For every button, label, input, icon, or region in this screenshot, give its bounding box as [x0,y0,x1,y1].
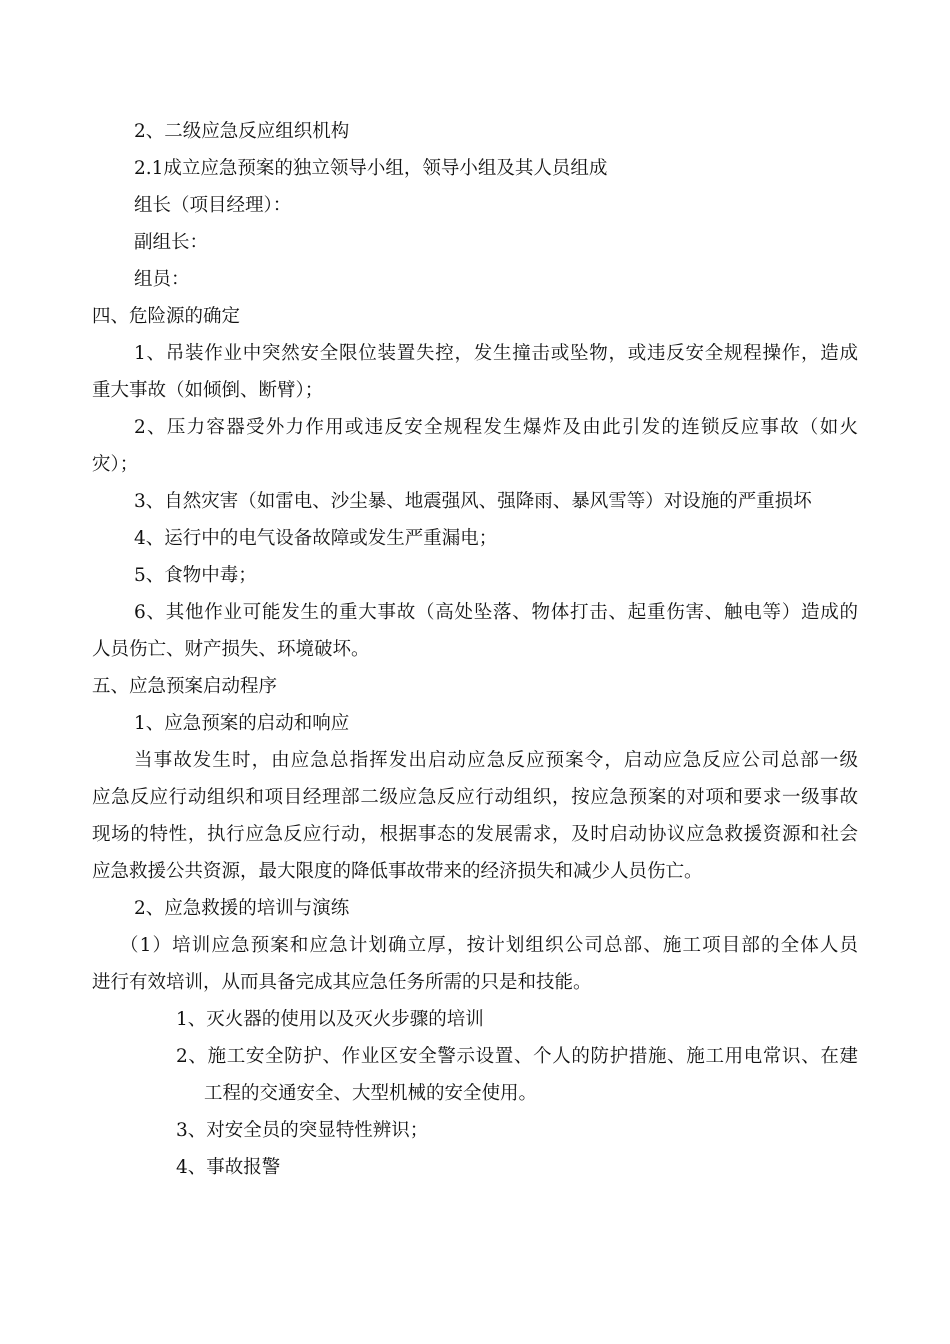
text-line: 当事故发生时，由应急总指挥发出启动应急反应预案令，启动应急反应公司总部一级 [134,750,858,771]
text-line: 2、二级应急反应组织机构 [134,121,350,142]
text-line: 4、运行中的电气设备故障或发生严重漏电； [134,528,498,549]
list-item: 2、施工安全防护、作业区安全警示设置、个人的防护措施、施工用电常识、在建 [176,1046,858,1067]
section-heading: 五、应急预案启动程序 [92,676,278,697]
text-line: （1）培训应急预案和应急计划确立厚，按计划组织公司总部、施工项目部的全体人员 [120,935,858,956]
text-line: 6、其他作业可能发生的重大事故（高处坠落、物体打击、起重伤害、触电等）造成的 [134,602,858,623]
text-line: 1、吊装作业中突然安全限位装置失控，发生撞击或坠物，或违反安全规程操作，造成 [134,343,858,364]
list-item-continuation: 工程的交通安全、大型机械的安全使用。 [204,1083,538,1104]
list-item: 3、对安全员的突显特性辨识； [176,1120,429,1141]
text-line: 2.1成立应急预案的独立领导小组，领导小组及其人员组成 [134,158,608,179]
section-heading: 四、危险源的确定 [92,306,241,327]
text-line: 应急反应行动组织和项目经理部二级应急反应行动组织，按应急预案的对项和要求一级事故 [92,787,858,808]
text-line: 3、自然灾害（如雷电、沙尘暴、地震强风、强降雨、暴风雪等）对设施的严重损坏 [134,491,812,512]
text-line: 人员伤亡、财产损失、环境破坏。 [92,639,370,660]
text-line: 进行有效培训，从而具备完成其应急任务所需的只是和技能。 [92,972,592,993]
list-item: 1、灭火器的使用以及灭火步骤的培训 [176,1009,484,1030]
text-line: 2、压力容器受外力作用或违反安全规程发生爆炸及由此引发的连锁反应事故（如火 [134,417,858,438]
text-line: 应急救援公共资源，最大限度的降低事故带来的经济损失和减少人员伤亡。 [92,861,703,882]
text-line: 组员： [134,269,190,290]
text-line: 副组长： [134,232,209,253]
list-item: 4、事故报警 [176,1157,281,1178]
text-line: 组长（项目经理）： [134,195,292,216]
text-line: 5、食物中毒； [134,565,257,586]
text-line: 2、应急救援的培训与演练 [134,898,350,919]
text-line: 1、应急预案的启动和响应 [134,713,350,734]
text-line: 重大事故（如倾倒、断臂）； [92,380,324,401]
text-line: 现场的特性，执行应急反应行动，根据事态的发展需求，及时启动协议应急救援资源和社会 [92,824,858,845]
text-line: 灾）； [92,454,139,475]
